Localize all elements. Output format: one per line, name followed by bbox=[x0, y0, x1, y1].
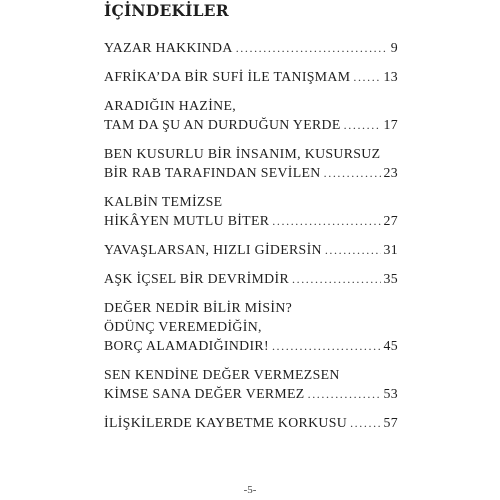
toc-entry-title: ÖDÜNÇ VEREMEDİĞİN, bbox=[104, 319, 262, 334]
toc-entry-title: KİMSE SANA DEĞER VERMEZ bbox=[104, 386, 305, 401]
toc-entry-title: YAZAR HAKKINDA bbox=[104, 40, 233, 55]
toc-entry-line bbox=[104, 317, 398, 336]
toc-entry-line bbox=[104, 269, 398, 288]
toc-entry bbox=[104, 144, 398, 182]
toc-entry-title: BEN KUSURLU BİR İNSANIM, KUSURSUZ bbox=[104, 146, 381, 161]
toc-entry-line bbox=[104, 144, 398, 163]
toc-page-number: 9 bbox=[390, 40, 398, 55]
toc-entry-line bbox=[104, 163, 398, 182]
toc-entry-title: SEN KENDİNE DEĞER VERMEZSEN bbox=[104, 367, 340, 382]
toc-entry bbox=[104, 192, 398, 230]
dot-leader bbox=[324, 164, 381, 183]
dot-leader bbox=[325, 241, 381, 260]
toc-entry bbox=[104, 269, 398, 288]
toc-page-number: 31 bbox=[383, 242, 398, 257]
dot-leader bbox=[236, 39, 388, 58]
toc-page-number: 35 bbox=[383, 271, 398, 286]
toc-entry-line bbox=[104, 365, 398, 384]
dot-leader bbox=[308, 385, 381, 404]
toc-entry-title: YAVAŞLARSAN, HIZLI GİDERSİN bbox=[104, 242, 322, 257]
toc-entry-title: AFRİKA’DA BİR SUFİ İLE TANIŞMAM bbox=[104, 69, 351, 84]
toc-entry-title: ARADIĞIN HAZİNE, bbox=[104, 98, 237, 113]
dot-leader bbox=[350, 414, 380, 433]
dot-leader bbox=[292, 270, 381, 289]
toc-entry-line bbox=[104, 38, 398, 57]
toc-entry-line bbox=[104, 192, 398, 211]
toc-entry-title: HİKÂYEN MUTLU BİTER bbox=[104, 213, 270, 228]
toc-entry-title: BORÇ ALAMADIĞINDIR! bbox=[104, 338, 269, 353]
toc-page-number: 27 bbox=[383, 213, 398, 228]
toc-entry bbox=[104, 240, 398, 259]
toc-page-number: 13 bbox=[383, 69, 398, 84]
toc-entry-title: DEĞER NEDİR BİLİR MİSİN? bbox=[104, 300, 293, 315]
table-of-contents bbox=[104, 38, 398, 442]
dot-leader bbox=[272, 337, 381, 356]
toc-entry bbox=[104, 365, 398, 403]
toc-page-number: 57 bbox=[383, 415, 398, 430]
toc-entry-title: AŞK İÇSEL BİR DEVRİMDİR bbox=[104, 271, 289, 286]
toc-entry bbox=[104, 413, 398, 432]
toc-entry-title: BİR RAB TARAFINDAN SEVİLEN bbox=[104, 165, 321, 180]
toc-entry bbox=[104, 67, 398, 86]
toc-entry bbox=[104, 38, 398, 57]
dot-leader bbox=[344, 116, 381, 135]
toc-entry-line bbox=[104, 115, 398, 134]
toc-entry bbox=[104, 96, 398, 134]
toc-entry bbox=[104, 298, 398, 355]
toc-entry-line bbox=[104, 67, 398, 86]
toc-entry-title: İLİŞKİLERDE KAYBETME KORKUSU bbox=[104, 415, 348, 430]
toc-page-number: 45 bbox=[383, 338, 398, 353]
page-footer-number: -5- bbox=[243, 484, 257, 496]
toc-entry-title: TAM DA ŞU AN DURDUĞUN YERDE bbox=[104, 117, 341, 132]
toc-page-number: 53 bbox=[383, 386, 398, 401]
dot-leader bbox=[272, 212, 380, 231]
toc-entry-line bbox=[104, 336, 398, 355]
toc-entry-line bbox=[104, 413, 398, 432]
toc-heading: İÇİNDEKİLER bbox=[104, 1, 229, 20]
toc-entry-line bbox=[104, 211, 398, 230]
toc-entry-line bbox=[104, 240, 398, 259]
toc-entry-line bbox=[104, 384, 398, 403]
toc-entry-line bbox=[104, 96, 398, 115]
toc-page-number: 23 bbox=[383, 165, 398, 180]
toc-entry-title: KALBİN TEMİZSE bbox=[104, 194, 223, 209]
toc-page-number: 17 bbox=[383, 117, 398, 132]
toc-entry-line bbox=[104, 298, 398, 317]
dot-leader bbox=[353, 68, 380, 87]
